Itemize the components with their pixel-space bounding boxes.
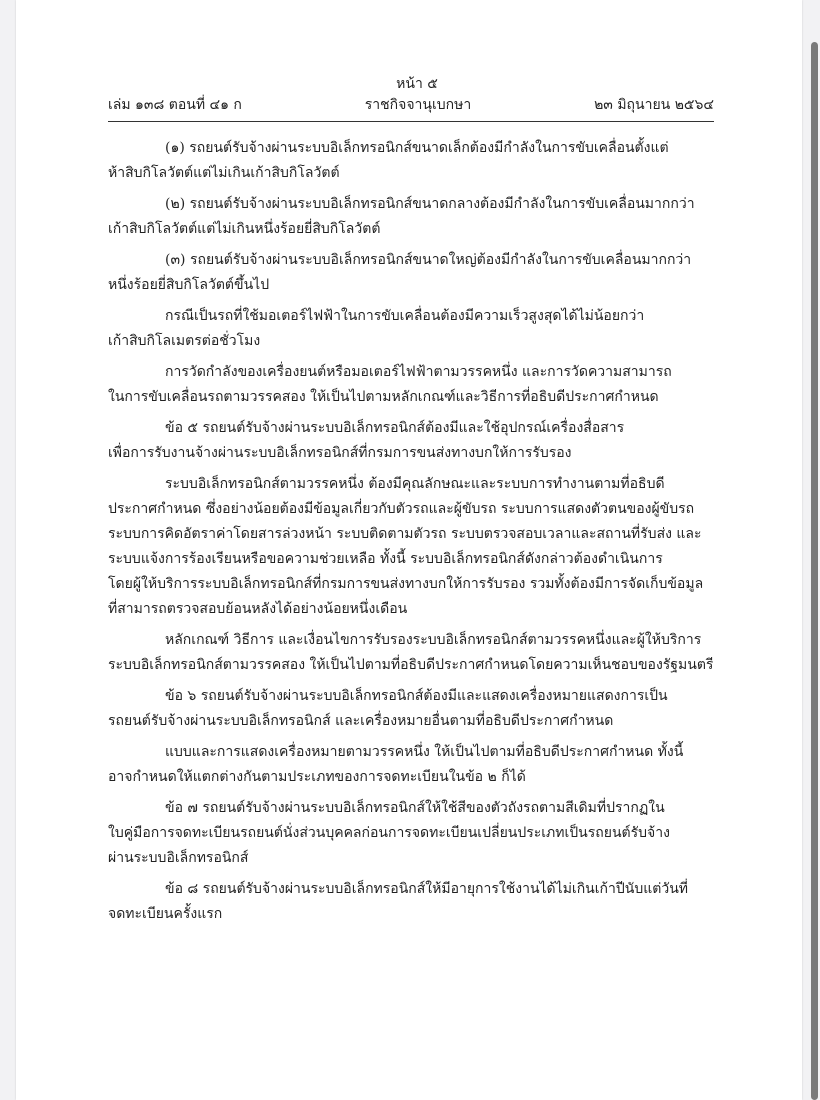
paragraph (108, 136, 714, 186)
text-line: ระบบการคิดอัตราค่าโดยสารล่วงหน้า ระบบติดตามตัวรถ ระบบตรวจสอบเวลาและสถานที่รับส่ง และ (108, 526, 702, 542)
text-line: ข้อ ๗ รถยนต์รับจ้างผ่านระบบอิเล็กทรอนิกส์ให้ใช้สีของตัวถังรถตามสีเดิมที่ปรากฏใน (165, 800, 665, 816)
paragraph (108, 192, 714, 242)
text-line: ห้าสิบกิโลวัตต์แต่ไม่เกินเก้าสิบกิโลวัตต์ (108, 165, 340, 181)
document-body (108, 136, 714, 933)
paragraph (108, 304, 714, 354)
paragraph (108, 472, 714, 622)
scrollbar[interactable] (811, 42, 818, 1100)
text-line: ประกาศกำหนด ซึ่งอย่างน้อยต้องมีข้อมูลเกี่ยวกับตัวรถและผู้ขับรถ ระบบการแสดงตัวตนของผู้ขับรถ (108, 501, 695, 517)
paragraph (108, 740, 714, 790)
text-line: ข้อ ๖ รถยนต์รับจ้างผ่านระบบอิเล็กทรอนิกส์ต้องมีและแสดงเครื่องหมายแสดงการเป็น (165, 688, 668, 704)
text-line: ใบคู่มือการจดทะเบียนรถยนต์นั่งส่วนบุคคลก่อนการจดทะเบียนเปลี่ยนประเภทเป็นรถยนต์รับจ้าง (108, 825, 670, 841)
paragraph (108, 684, 714, 734)
paragraph (108, 877, 714, 927)
text-line: (๒) รถยนต์รับจ้างผ่านระบบอิเล็กทรอนิกส์ขนาดกลางต้องมีกำลังในการขับเคลื่อนมากกว่า (165, 196, 695, 212)
text-line: หลักเกณฑ์ วิธีการ และเงื่อนไขการรับรองระบบอิเล็กทรอนิกส์ตามวรรคหนึ่งและผู้ให้บริการ (165, 632, 702, 648)
text-line: (๓) รถยนต์รับจ้างผ่านระบบอิเล็กทรอนิกส์ขนาดใหญ่ต้องมีกำลังในการขับเคลื่อนมากกว่า (165, 252, 692, 268)
text-line: ระบบแจ้งการร้องเรียนหรือขอความช่วยเหลือ ทั้งนี้ ระบบอิเล็กทรอนิกส์ดังกล่าวต้องดำเนินการ (108, 551, 663, 567)
text-line: จดทะเบียนครั้งแรก (108, 906, 223, 922)
text-line: เก้าสิบกิโลเมตรต่อชั่วโมง (108, 333, 261, 349)
text-line: แบบและการแสดงเครื่องหมายตามวรรคหนึ่ง ให้เป็นไปตามที่อธิบดีประกาศกำหนด ทั้งนี้ (165, 744, 684, 760)
text-line: ข้อ ๕ รถยนต์รับจ้างผ่านระบบอิเล็กทรอนิกส์ต้องมีและใช้อุปกรณ์เครื่องสื่อสาร (165, 420, 625, 436)
page-number: หน้า ๕ (396, 76, 438, 92)
text-line: อาจกำหนดให้แตกต่างกันตามประเภทของการจดทะเบียนในข้อ ๒ ก็ได้ (108, 769, 526, 785)
text-line: กรณีเป็นรถที่ใช้มอเตอร์ไฟฟ้าในการขับเคลื่อนต้องมีความเร็วสูงสุดได้ไม่น้อยกว่า (165, 308, 645, 324)
text-line: เพื่อการรับงานจ้างผ่านระบบอิเล็กทรอนิกส์ที่กรมการขนส่งทางบกให้การรับรอง (108, 445, 572, 461)
header-divider (108, 121, 714, 122)
text-line: รถยนต์รับจ้างผ่านระบบอิเล็กทรอนิกส์ และเครื่องหมายอื่นตามที่อธิบดีประกาศกำหนด (108, 713, 614, 729)
paragraph (108, 628, 714, 678)
text-line: โดยผู้ให้บริการระบบอิเล็กทรอนิกส์ที่กรมการขนส่งทางบกให้การรับรอง รวมทั้งต้องมีการจัดเก็บข้อมูล (108, 576, 704, 592)
paragraph (108, 360, 714, 410)
text-line: ในการขับเคลื่อนรถตามวรรคสอง ให้เป็นไปตามหลักเกณฑ์และวิธีการที่อธิบดีประกาศกำหนด (108, 389, 659, 405)
text-line: ข้อ ๘ รถยนต์รับจ้างผ่านระบบอิเล็กทรอนิกส์ให้มีอายุการใช้งานได้ไม่เกินเก้าปีนับแต่วันที่ (165, 881, 688, 897)
paragraph (108, 796, 714, 871)
paragraph (108, 248, 714, 298)
text-line: ผ่านระบบอิเล็กทรอนิกส์ (108, 850, 249, 866)
text-line: (๑) รถยนต์รับจ้างผ่านระบบอิเล็กทรอนิกส์ขนาดเล็กต้องมีกำลังในการขับเคลื่อนตั้งแต่ (165, 140, 669, 156)
text-line: ระบบอิเล็กทรอนิกส์ตามวรรคสอง ให้เป็นไปตามที่อธิบดีประกาศกำหนดโดยความเห็นชอบของรัฐมนตรี (108, 657, 714, 673)
text-line: หนึ่งร้อยยี่สิบกิโลวัตต์ขึ้นไป (108, 277, 270, 293)
text-line: ที่สามารถตรวจสอบย้อนหลังได้อย่างน้อยหนึ่งเดือน (108, 601, 408, 617)
paragraph (108, 416, 714, 466)
text-line: เก้าสิบกิโลวัตต์แต่ไม่เกินหนึ่งร้อยยี่สิบกิโลวัตต์ (108, 221, 381, 237)
volume-issue: เล่ม ๑๓๘ ตอนที่ ๔๑ ก (108, 97, 242, 113)
publication-date: ๒๓ มิถุนายน ๒๕๖๔ (594, 97, 714, 113)
gazette-title: ราชกิจจานุเบกษา (364, 97, 472, 113)
text-line: การวัดกำลังของเครื่องยนต์หรือมอเตอร์ไฟฟ้าตามวรรคหนึ่ง และการวัดความสามารถ (165, 364, 672, 380)
page-header (108, 74, 714, 116)
text-line: ระบบอิเล็กทรอนิกส์ตามวรรคหนึ่ง ต้องมีคุณลักษณะและระบบการทำงานตามที่อธิบดี (165, 476, 665, 492)
